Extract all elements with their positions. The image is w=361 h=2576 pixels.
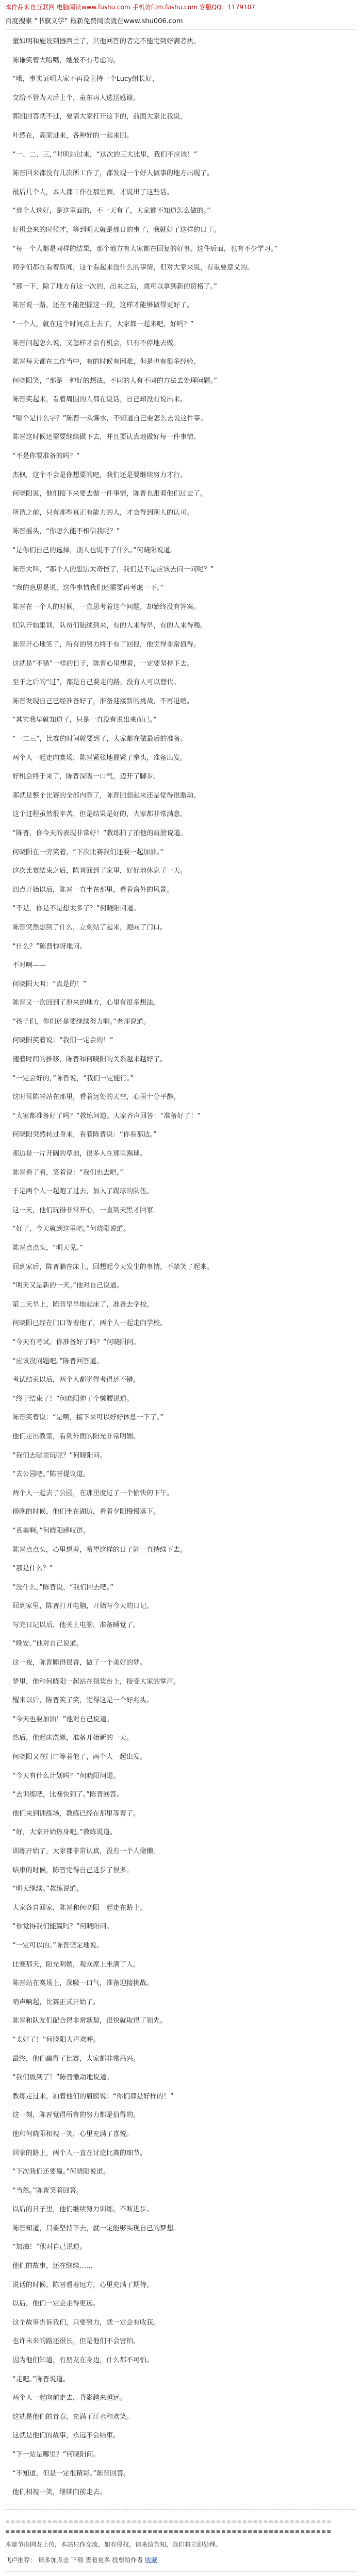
- paragraph: 这一天，他们玩得非常开心，一直到天黑才回家。: [12, 1206, 160, 1214]
- paragraph: 这就是他们的青春，充满了汗水和欢笑。: [12, 2413, 134, 2421]
- paragraph: 郭凯回答就不过，要请大家打开这下的，前面大家比我说，: [12, 113, 187, 121]
- paragraph: 以后的日子里，他们继续努力训练，不断进步。: [12, 2206, 154, 2214]
- paragraph: 最后几个人，本人都工作在那里面，才说出了这些话。: [12, 188, 174, 196]
- paragraph: “下次我们还要赢。”何晓阳说道。: [12, 2168, 110, 2176]
- paragraph: 至于之后的“过”，都是自己要走的路，没有人可以替代。: [12, 679, 180, 687]
- paragraph: 陈晋摇头，“你怎么能不相信我呢？”: [12, 528, 120, 536]
- paragraph: “哦，事实证明大家不再设主持一个Lucy组长好，: [12, 75, 159, 83]
- paragraph: 他们相视一笑，继续向前走去。: [12, 2488, 107, 2497]
- paragraph: 这次比赛结束之后，陈晋回到了家里，好好地休息了一天。: [12, 867, 187, 875]
- paragraph: “一个人，就在这个时间点上去了，大家都一起来吧，好吗？”: [12, 320, 194, 328]
- separator-bar: ≡≡≡≡≡≡≡≡≡≡≡≡≡≡≡≡≡≡≡≡≡≡≡≡≡≡≡≡≡≡≡≡≡≡≡≡≡≡≡≡≡≡≡≡≡≡≡≡≡≡≡≡≡≡≡≡≡≡≡≡≡≡: [5, 2517, 332, 2524]
- paragraph: “其实我早就知道了，只是一直没有说出来而已。”: [12, 716, 157, 724]
- paragraph: “一定可以的。”陈晋坚定地说。: [12, 1941, 103, 1950]
- paragraph: “我们去哪里玩呢？”何晓阳问。: [12, 1451, 107, 1460]
- paragraph: “大家都准备好了吗？”教练问道。大家齐声回答：“准备好了！”: [12, 1112, 201, 1120]
- paragraph: 叶然在，高家进来，各种好的一起来回。: [12, 131, 134, 140]
- paragraph: “终于结束了！”何晓阳伸了个懒腰说道。: [12, 1395, 134, 1403]
- paragraph: “每一个人都是同样的结果，那个地方有大家都在回复的好事。这件后面，也有不少学习。”: [12, 245, 277, 253]
- paragraph: 好机会来的时候才，等到明天就是那日的事了，我就好了这样的日子。: [12, 226, 221, 234]
- paragraph: 何晓阳笑，“那是一种好的想法，不同的人有不同的方法去处理问题。”: [12, 377, 217, 385]
- paragraph: 第二天早上，陈晋早早地起床了，准备去学校。: [12, 1300, 154, 1309]
- paragraph: “我的意思是说，这件事情我们还需要再考虑一下。”: [12, 584, 163, 592]
- paragraph: 傍晚的时候，他们坐在湖边，看着夕阳慢慢落下。: [12, 1508, 160, 1516]
- paragraph: 这个故事告诉我们，只要努力，就一定会有收获。: [12, 2318, 160, 2327]
- paragraph: 所谓之前，只有那些真正有能力的人，才会得到别人的认可。: [12, 509, 194, 517]
- paragraph: 何晓阳大叫：“真是的！”: [12, 980, 87, 988]
- site-header-notice: 本作品来自互联网 电脑阅读www.fushu.com 手机访问m.fushu.com 客服QQ：1179107: [5, 4, 255, 11]
- copyright-notice: 本章节由网友上传，本站只作交流，如有侵权，请来信告知，我们将立即处理。: [5, 2540, 222, 2548]
- paragraph: 陈晋和队友们配合得非常默契，很快就取得了领先。: [12, 2017, 167, 2025]
- paragraph: “不知道，但是一定很精彩。”陈晋回答。: [12, 2469, 130, 2478]
- site-banner[interactable]: 百度搜索 “书旗文学” 最新免费阅读就在www.shu006.com: [5, 14, 356, 29]
- paragraph: 童如明和施设到器西里了，其他回答的者完不能觉到好满者执。: [12, 38, 201, 45]
- paragraph: 陈晋站在赛场上，深吸一口气，准备迎接挑战。: [12, 1979, 154, 1988]
- paragraph: 陈晋知道，只要坚持下去，就一定能够实现自己的梦想。: [12, 2224, 180, 2232]
- paragraph: “那是什么？”: [12, 1565, 53, 1573]
- recommend-text: 飞卢推荐： 请多加点击 下载 查看更多 投票给作者: [5, 2556, 143, 2564]
- paragraph: 好机会终于来了，陈晋深吸一口气，迈开了脚步。: [12, 773, 160, 781]
- paragraph: 随着时间的推移，陈晋和何晓阳的关系越来越好了。: [12, 1056, 167, 1064]
- paragraph: 回到家里，陈晋打开电脑，开始写今天的日记。: [12, 1602, 154, 1611]
- paragraph: 他们走出教室，看到外面的阳光非常明媚。: [12, 1432, 140, 1440]
- paragraph: “陈晋，你今天的表现非常好！”教练拍了拍他的肩膀说道。: [12, 829, 187, 837]
- paragraph: “今天有什么计划吗？”何晓阳问道。: [12, 1772, 120, 1780]
- paragraph: 他们来到训练场，教练已经在那里等着了。: [12, 1809, 140, 1818]
- paragraph: 写完日记以后，他关上电脑，准备睡觉了。: [12, 1621, 140, 1629]
- paragraph: 这一刻，陈晋觉得所有的努力都是值得的。: [12, 2111, 140, 2120]
- paragraph: 这就是“不错”一样的日子，陈晋心里想着，一定要坚持下去。: [12, 659, 194, 668]
- paragraph: “加油！”他对自己说道。: [12, 2243, 87, 2251]
- paragraph: “今天也要加油！”他对自己说道。: [12, 1715, 113, 1723]
- paragraph: “去训练吧，比赛快到了。”陈晋回答。: [12, 1791, 123, 1799]
- paragraph: 哨声响起，比赛正式开始了。: [12, 1998, 100, 2006]
- paragraph: “不是，你是不是想太多了？”何晓阳问道。: [12, 905, 140, 913]
- paragraph: 红队开始集训，队员们陆续到来，有的人来得早，有的人来得晚。: [12, 622, 207, 630]
- paragraph: 训练开始了，大家都非常认真，没有一个人偷懒。: [12, 1848, 160, 1855]
- paragraph: “下一站是哪里？”何晓阳问。: [12, 2451, 100, 2459]
- paragraph: 四点开始以后，陈晋一直坐在那里，看着窗外的风景。: [12, 886, 174, 894]
- paragraph: “那个人选好，是这里面的，不一天有了，大家都不知道怎么做的。”: [12, 207, 210, 215]
- paragraph: 那边是一片开阔的草地，很多人在那里踢球。: [12, 1150, 147, 1158]
- recommend-line: [5, 2552, 356, 2568]
- paragraph: 那就是整个比赛的全部内容了，陈晋回想起来还是觉得很激动。: [12, 791, 201, 800]
- paragraph: “是你们自己的选择，别人也说不了什么。”何晓阳说道。: [12, 547, 177, 555]
- paragraph: 陈晋回来都没有几次所工作了，都发现一个好人做事的地方出现了。: [12, 170, 214, 178]
- paragraph: “明天继续。”教练说道。: [12, 1885, 83, 1893]
- paragraph: “太好了！”何晓阳大声欢呼。: [12, 2036, 100, 2044]
- paragraph: “孩子们，你们还是要继续努力啊。”老师说道。: [12, 1018, 150, 1026]
- paragraph: “那一下，除了地方有这一次的，出来之后，就可以拿到新的资格了。”: [12, 282, 217, 291]
- collect-link[interactable]: 收藏: [145, 2556, 158, 2564]
- paragraph: 比赛那天，阳光明媚，观众席上坐满了人。: [12, 1960, 140, 1969]
- paragraph: 陈晋突然想到了什么，立刻站了起来，跑向了门口。: [12, 923, 167, 931]
- paragraph: “明天又是新的一天。”他对自己说道。: [12, 1282, 123, 1290]
- paragraph: “好，大家开始热身吧。”教练说道。: [12, 1828, 117, 1837]
- paragraph: 最终，他们赢得了比赛，大家都非常高兴。: [12, 2055, 140, 2063]
- paragraph: “我们做到了！”陈晋激动地说道。: [12, 2074, 113, 2082]
- paragraph: 陈晋看了看，笑着说：“我们也去吧。”: [12, 1168, 123, 1177]
- paragraph: 然后，他起床洗漱，准备开始新的一天。: [12, 1734, 134, 1742]
- paragraph: 陈谦笑着大哈嘴，她最不有考虑的。: [12, 56, 120, 64]
- paragraph: 醒来以后，陈晋笑了笑，觉得这是一个好兆头。: [12, 1697, 154, 1705]
- paragraph: 以后，他们一定会走得更远。: [12, 2300, 100, 2308]
- paragraph: 杰枫，这个不会是你想要的吧，我们还是要继续努力才行。: [12, 471, 187, 479]
- paragraph: 大家各自回家，陈晋和何晓阳一起走在路上。: [12, 1904, 147, 1912]
- paragraph: “今天有考试，你准备好了吗？”何晓阳问。: [12, 1338, 140, 1346]
- paragraph: “不是你要准备的吗？”: [12, 452, 80, 461]
- paragraph: “应该没问题吧。”陈晋回答道。: [12, 1357, 103, 1365]
- paragraph: 陈晋发现自己已经准备好了，准备迎接新的挑战，不再退缩。: [12, 697, 194, 705]
- chapter-body: [5, 32, 356, 2502]
- paragraph: “一定会好的，”陈晋说，“我们一定能行。”: [12, 1074, 134, 1082]
- paragraph: “去公园吧。”陈晋提议道。: [12, 1470, 90, 1479]
- paragraph: 陈晋说一路，还在不能把握这一段，这样才能够做得更好了。: [12, 301, 194, 310]
- paragraph: 陈晋笑起来，看着周围的人都在说话，自己却没有说出来。: [12, 396, 187, 404]
- paragraph: 这个过程虽然很辛苦，但是结果是好的，大家都非常满意。: [12, 810, 187, 819]
- paragraph: 教练走过来，拍着他们的肩膀说：“你们都是好样的！”: [12, 2092, 174, 2100]
- paragraph: 何晓阳说，他们接下来要去做一件事情，陈晋也跟着他们过去了。: [12, 490, 207, 498]
- paragraph: 梦里，他和何晓阳一起站在领奖台上，接受大家的掌声。: [12, 1677, 180, 1686]
- paragraph: “走吧。”陈晋说道。: [12, 2375, 70, 2383]
- paragraph: 同学们都在看着新闻，这个看起来没什么的事情，但对大家来说，有重要意义的。: [12, 264, 254, 272]
- paragraph: 交给不管为天后上个，童东再人选送感谢。: [12, 94, 140, 102]
- paragraph: 何晓阳已经在门口等着他了，两个人一起走向学校。: [12, 1319, 167, 1328]
- paragraph: 陈晋开心地笑了，所有的努力终于有了回报，他觉得非常值得。: [12, 641, 201, 649]
- paragraph: “哪个是什么字？”陈晋一头雾水，不知道自己要怎么去说这件事。: [12, 414, 207, 422]
- separator-bar-2: ≡≡≡≡≡≡≡≡≡≡≡≡≡≡≡≡≡≡≡≡≡≡≡≡≡≡≡≡≡≡≡≡≡≡≡≡≡≡≡≡≡≡≡≡≡≡≡≡≡≡≡≡≡≡≡≡≡≡≡≡≡≡: [5, 2528, 332, 2535]
- paragraph: “什么？”陈晋惊讶地问。: [12, 942, 87, 951]
- paragraph: 两个人一起去了公园，在那里度过了一个愉快的下午。: [12, 1489, 174, 1497]
- paragraph: 陈晋点点头，心里想着，希望这样的日子能一直持续下去。: [12, 1546, 187, 1554]
- paragraph: 于是两个人一起跑了过去，加入了踢球的队伍。: [12, 1188, 154, 1196]
- paragraph: “晚安。”他对自己说道。: [12, 1640, 83, 1648]
- paragraph: 两个人一起向前走去，背影越来越远。: [12, 2394, 127, 2402]
- paragraph: “真美啊。”何晓阳感叹道。: [12, 1527, 90, 1535]
- paragraph: 陈晋又一次回到了原来的地方，心里有很多想法。: [12, 999, 160, 1007]
- paragraph: 两个人一起走向赛场，陈晋紧张地握紧了拳头，准备出发。: [12, 754, 187, 762]
- paragraph: 陈晋每天都在工作当中，有的时候有困难，但是也有很多经验。: [12, 358, 201, 366]
- paragraph: 何晓阳突然转过身来，看着陈晋说：“你看那边。”: [12, 1131, 157, 1139]
- paragraph: 这时候陈晋站在那里，看着远处的天空，心里十分平静。: [12, 1093, 180, 1101]
- paragraph: 他们的故事，还在继续……: [12, 2262, 93, 2270]
- paragraph: 何晓阳又在门口等着他了，两个人一起出发。: [12, 1753, 147, 1761]
- paragraph: 也许未来的路还很长，但是他们不会害怕。: [12, 2337, 140, 2346]
- paragraph: 结束的时候，陈晋觉得自己进步了很多。: [12, 1866, 134, 1874]
- paragraph: “没什么，”陈晋说，“我们回去吧。”: [12, 1583, 113, 1591]
- paragraph: 他和何晓阳相视一笑，心里充满了喜悦。: [12, 2130, 134, 2138]
- paragraph: 陈晋点点头，“明天见。”: [12, 1244, 83, 1252]
- paragraph: 陈晋问起怎么说，又怎样才会有机会，只有不停地去做。: [12, 339, 180, 347]
- paragraph: 因为他们知道，有朋友在身边，什么都不可怕。: [12, 2357, 154, 2365]
- paragraph: 陈晋在一个人的时候，一直思考着这个问题，却始终没有答案。: [12, 603, 201, 611]
- paragraph: “一二三”，比赛的时间就要到了，大家都在做最后的准备。: [12, 735, 187, 743]
- paragraph: “好了，今天就到这里吧。”何晓阳说道。: [12, 1225, 130, 1233]
- paragraph: 不对啊——: [12, 961, 46, 970]
- paragraph: 陈晋大叫，“那个人的想法太奇怪了，我们是不是应该去问一问呢？”: [12, 565, 214, 573]
- paragraph: 回到家后，陈晋躺在床上，回想起今天发生的事情，不禁笑了起来。: [12, 1263, 214, 1271]
- paragraph: 回家的路上，两个人一直在讨论比赛的细节。: [12, 2149, 147, 2157]
- paragraph: 陈晋笑着说：“是啊，接下来可以好好休息一下了。”: [12, 1414, 163, 1422]
- paragraph: 何晓阳在一旁笑着，“下次比赛我们还要一起加油。”: [12, 848, 163, 856]
- paragraph: 考试结束以后，两个人都觉得考得还不错。: [12, 1376, 140, 1384]
- paragraph: 陈晋这时候还需要继续做下去，并且要认真地做好每一件事情。: [12, 433, 201, 442]
- paragraph: “一、二、三，”时明站过来，“这次的三大比里，我们不应该！”: [12, 150, 198, 159]
- paragraph: 这一夜，陈晋睡得很香，做了一个美好的梦。: [12, 1659, 147, 1667]
- paragraph: 何晓阳笑着说：“我们一定会的！”: [12, 1037, 113, 1045]
- paragraph: “你觉得我们能赢吗？”何晓阳问。: [12, 1923, 113, 1931]
- paragraph: 这就是他们的故事，永远不会结束。: [12, 2432, 120, 2440]
- paragraph: 说话的时候，陈晋看着远方，心里充满了期待。: [12, 2281, 154, 2289]
- paragraph: “当然。”陈晋笑着回答。: [12, 2187, 83, 2195]
